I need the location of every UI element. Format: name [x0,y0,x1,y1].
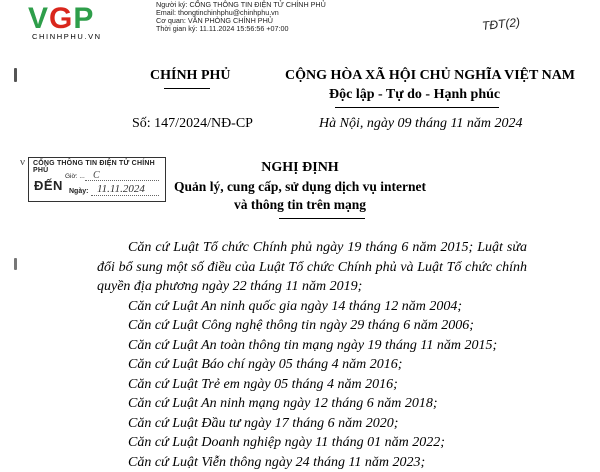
legal-basis-line: Căn cứ Luật Doanh nghiệp ngày 11 tháng 01 năm 2022; [97,433,527,453]
legal-basis-line: Căn cứ Luật Đầu tư ngày 17 tháng 6 năm 2020; [97,414,527,434]
vgp-logo [28,4,148,44]
decree-title: NGHỊ ĐỊNH [0,160,600,176]
legal-basis-line: Căn cứ Luật An ninh mạng ngày 12 tháng 6 năm 2018; [97,394,527,414]
signature-org: Cơ quan: VĂN PHÒNG CHÍNH PHỦ [156,17,326,25]
logo-letter: G [49,4,73,34]
handwritten-note: TĐT(2) [481,15,520,33]
margin-mark [14,68,17,82]
legal-basis-line: Căn cứ Luật An ninh quốc gia ngày 14 tháng 12 năm 2004; [97,297,527,317]
national-title: CỘNG HÒA XÃ HỘI CHỦ NGHĨA VIỆT NAM [285,68,575,84]
agency-underline [164,88,210,89]
legal-basis-line: Căn cứ Luật Công nghệ thông tin ngày 29 tháng 6 năm 2006; [97,316,527,336]
logo-letters [28,4,94,34]
logo-letter: V [28,4,49,34]
decree-subtitle-line: Quản lý, cung cấp, sử dụng dịch vụ internet [0,178,600,196]
title-underline [279,218,365,219]
signature-time: Thời gian ký: 11.11.2024 15:56:56 +07:00 [156,25,326,33]
legal-basis-line: Căn cứ Luật Trẻ em ngày 05 tháng 4 năm 2016; [97,375,527,395]
stamp-title: CỔNG THÔNG TIN ĐIỆN TỬ CHÍNH PHỦ [33,160,165,174]
logo-subtitle: CHINHPHU.VN [32,32,102,42]
stamp-date-label: Ngày: [69,188,88,195]
margin-mark [14,258,17,270]
motto-underline [335,107,499,108]
stamp-time-label: Giờ: ... [65,173,85,180]
legal-basis-line: Căn cứ Luật Báo chí ngày 05 tháng 4 năm 2016; [97,355,527,375]
logo-letter: P [73,4,94,34]
legal-basis-paragraph: Căn cứ Luật Tổ chức Chính phủ ngày 19 tháng 6 năm 2015; Luật sửa đổi bổ sung một số điều của Luật Tổ chức Chính phủ và Luật Tổ chức chính quyền địa phương ngày 22 tháng 11 năm 2019; [97,238,527,297]
national-motto: Độc lập - Tự do - Hạnh phúc [329,87,500,103]
place-and-date: Hà Nội, ngày 09 tháng 11 năm 2024 [319,116,523,132]
document-number: Số: 147/2024/NĐ-CP [132,116,253,132]
stamp-time-value: C [93,170,100,181]
stamp-den-label: ĐẾN [34,178,63,193]
decree-subtitle-line: và thông tin trên mạng [0,196,600,214]
legal-basis [97,238,527,472]
legal-basis-line: Căn cứ Luật An toàn thông tin mạng ngày 19 tháng 11 năm 2015; [97,336,527,356]
stamp-date-value: 11.11.2024 [97,183,145,195]
signature-signer: Người ký: CỔNG THÔNG TIN ĐIỆN TỬ CHÍNH PHỦ [156,1,326,9]
margin-tick: ν [20,157,25,168]
legal-basis-line: Căn cứ Luật Viễn thông ngày 24 tháng 11 năm 2023; [97,453,527,472]
issuing-agency: CHÍNH PHỦ [150,68,231,84]
signature-email: Email: thongtinchinhphu@chinhphu.vn [156,9,326,17]
decree-subtitle [0,178,600,214]
digital-signature-info [156,1,326,33]
